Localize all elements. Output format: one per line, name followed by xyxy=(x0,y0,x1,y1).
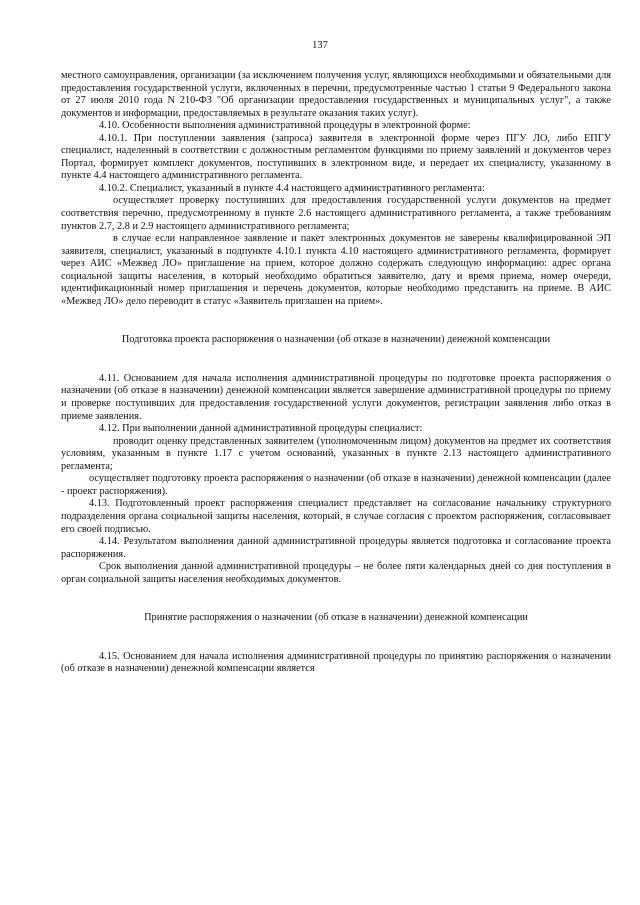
paragraph-assessment: проводит оценку представленных заявителем (уполномоченным лицом) документов на предмет их соответствия условиям, указанным в пункте 1.17 с учетом оснований, указанных в пункте 2.13 настоящего административного регламента; xyxy=(61,435,611,472)
paragraph-check-documents: осуществляет проверку поступивших для предоставления государственной услуги документов на предмет соответствия перечню, предусмотренному в пункте 2.6 настоящего административного регламента, а также требованиям пунктов 2.7, 2.8 и 2.9 настоящего административного регламента; xyxy=(61,195,611,232)
section-heading-adoption: Принятие распоряжения о назначении (об отказе в назначении) денежной компенсации xyxy=(144,612,528,624)
section-heading-preparation: Подготовка проекта распоряжения о назначении (об отказе в назначении) денежной компенсации xyxy=(121,334,551,346)
paragraph-4-10-2: 4.10.2. Специалист, указанный в пункте 4.4 настоящего административного регламента: xyxy=(99,182,485,194)
paragraph-4-15: 4.15. Основанием для начала исполнения административной процедуры по принятию распоряжения о назначении (об отказе в назначении) денежной компенсации является xyxy=(61,650,611,675)
document-body xyxy=(61,70,611,676)
paragraph-4-14: 4.14. Результатом выполнения данной административной процедуры является подготовка и согласование проекта распоряжения. xyxy=(61,536,611,560)
paragraph-invitation: в случае если направленное заявление и пакет электронных документов не заверены квалифицированной ЭП заявителя, специалист, указанный в подпункте 4.10.1 пункта 4.10 настоящего административного регламента, формирует через АИС «Межвед ЛО» приглашение на прием, которое должно содержать следующую информацию: адрес органа социальной защиты населения, в который необходимо обратиться заявителю, дату и время приема, номер очереди, идентификационный номер приглашения и перечень документов, которые необходимо представить на приеме. В АИС «Межвед ЛО» дело переводит в статус «Заявитель приглашен на прием». xyxy=(61,233,611,307)
paragraph-continuation: местного самоуправления, организации (за исключением получения услуг, являющихся необходимыми и обязательными для предоставления государственной услуги, включенных в перечни, предусмотренные частью 1 статьи 9 Федерального закона от 27 июля 2010 года N 210-ФЗ "Об организации предоставления государственных и муниципальных услуг", а также документов и информации, предоставляемых в результате оказания таких услуг). xyxy=(61,70,611,119)
page-number: 137 xyxy=(312,40,328,51)
paragraph-4-11: 4.11. Основанием для начала исполнения административной процедуры по подготовке проекта распоряжения о назначении (об отказе в назначении) денежной компенсации является завершение административной процедуры по приему и проверке поступивших для предоставления государственной услуги документов, регистрации заявления либо отказ в приеме заявления. xyxy=(61,372,611,422)
paragraph-4-13: 4.13. Подготовленный проект распоряжения специалист представляет на согласование начальнику структурного подразделения органа социальной защиты населения, который, в случае согласия с проектом распоряжения, согласовывает его своей подписью. xyxy=(61,498,611,535)
paragraph-4-10-1: 4.10.1. При поступлении заявления (запроса) заявителя в электронной форме через ПГУ ЛО, либо ЕПГУ специалист, наделенный в соответствии с должностным регламентом функциями по приему заявлений и документов через Портал, формирует комплект документов, поступивших в электронном виде, и передает их специалисту, указанному в пункте 4.4 настоящего административного регламента. xyxy=(61,132,611,182)
paragraph-4-10: 4.10. Особенности выполнения административной процедуры в электронной форме: xyxy=(99,120,471,132)
paragraph-draft-preparation: осуществляет подготовку проекта распоряжения о назначении (об отказе в назначении) денежной компенсации (далее - проект распоряжения). xyxy=(61,473,611,497)
paragraph-deadline: Срок выполнения данной административной процедуры – не более пяти календарных дней со дня поступления в орган социальной защиты населения необходимых документов. xyxy=(61,561,611,585)
paragraph-4-12: 4.12. При выполнении данной административной процедуры специалист: xyxy=(99,423,423,435)
